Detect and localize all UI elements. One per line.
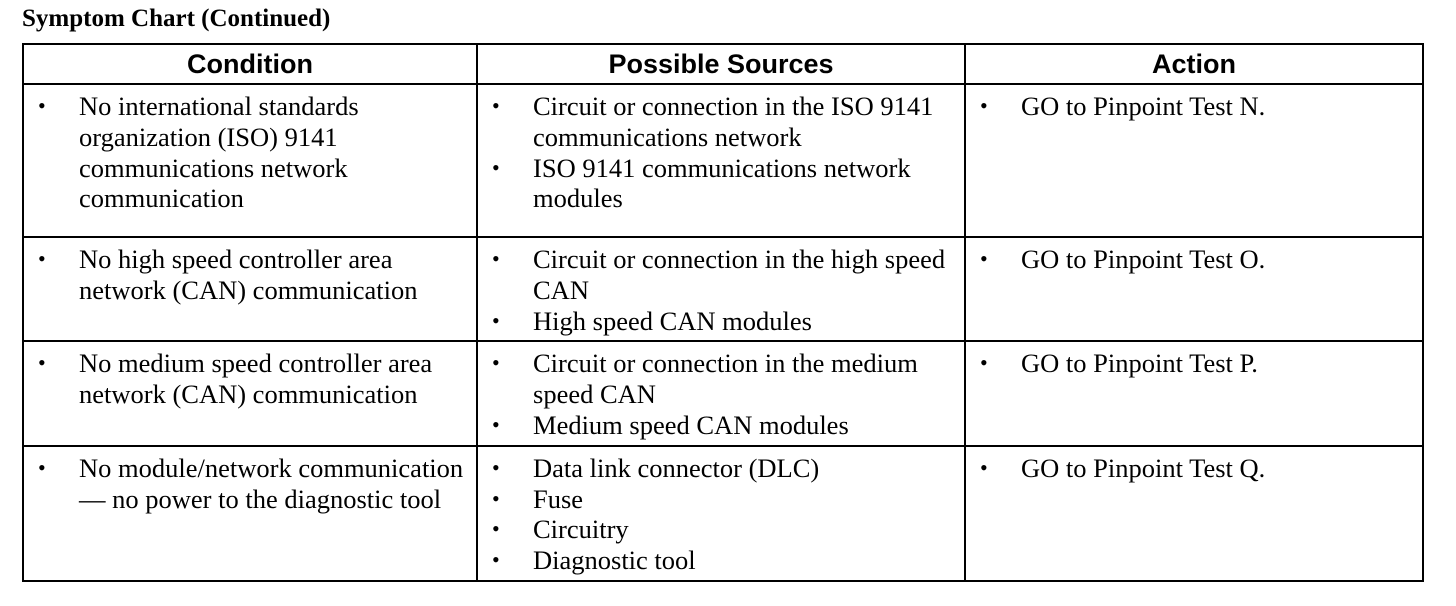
condition-cell [23, 84, 477, 237]
action-cell [965, 237, 1423, 341]
table-row [23, 84, 1423, 237]
action-text: • GO to Pinpoint Test O. [978, 244, 1414, 275]
possible-sources-cell [477, 341, 965, 445]
source-item: • Circuit or connection in the high speed CAN [490, 244, 956, 306]
page-title: Symptom Chart (Continued) [22, 5, 331, 32]
action-cell [965, 341, 1423, 445]
source-item: • ISO 9141 communications network modules [490, 153, 956, 215]
condition-cell [23, 341, 477, 445]
source-item: • Fuse [490, 484, 956, 515]
action-list [978, 91, 1414, 122]
sources-list [490, 91, 956, 214]
possible-sources-cell [477, 446, 965, 581]
condition-list [36, 244, 468, 306]
condition-list [36, 91, 468, 214]
table-row [23, 446, 1423, 581]
sources-list [490, 453, 956, 576]
action-list [978, 453, 1414, 484]
possible-sources-cell [477, 84, 965, 237]
source-item: • Medium speed CAN modules [490, 410, 956, 441]
source-item: • Diagnostic tool [490, 545, 956, 576]
possible-sources-cell [477, 237, 965, 341]
condition-text: • No international standards organization (ISO) 9141 communications network communication [36, 91, 468, 214]
column-header-action: Action [965, 44, 1423, 84]
source-item: • Data link connector (DLC) [490, 453, 956, 484]
condition-cell [23, 237, 477, 341]
condition-list [36, 348, 468, 410]
column-header-condition: Condition [23, 44, 477, 84]
table-row [23, 341, 1423, 445]
source-item: • Circuit or connection in the ISO 9141 communications network [490, 91, 956, 153]
action-cell [965, 84, 1423, 237]
action-list [978, 244, 1414, 275]
symptom-chart-table [22, 43, 1424, 582]
action-list [978, 348, 1414, 379]
condition-cell [23, 446, 477, 581]
action-text: • GO to Pinpoint Test N. [978, 91, 1414, 122]
source-item: • Circuitry [490, 514, 956, 545]
condition-text: • No medium speed controller area network (CAN) communication [36, 348, 468, 410]
condition-list [36, 453, 468, 515]
sources-list [490, 244, 956, 336]
condition-text: • No high speed controller area network (CAN) communication [36, 244, 468, 306]
table-row [23, 237, 1423, 341]
header-row [23, 44, 1423, 84]
action-text: • GO to Pinpoint Test P. [978, 348, 1414, 379]
condition-text: • No module/network communication — no power to the diagnostic tool [36, 453, 468, 515]
action-text: • GO to Pinpoint Test Q. [978, 453, 1414, 484]
source-item: • High speed CAN modules [490, 306, 956, 337]
source-item: • Circuit or connection in the medium speed CAN [490, 348, 956, 410]
column-header-possible-sources: Possible Sources [477, 44, 965, 84]
action-cell [965, 446, 1423, 581]
sources-list [490, 348, 956, 440]
